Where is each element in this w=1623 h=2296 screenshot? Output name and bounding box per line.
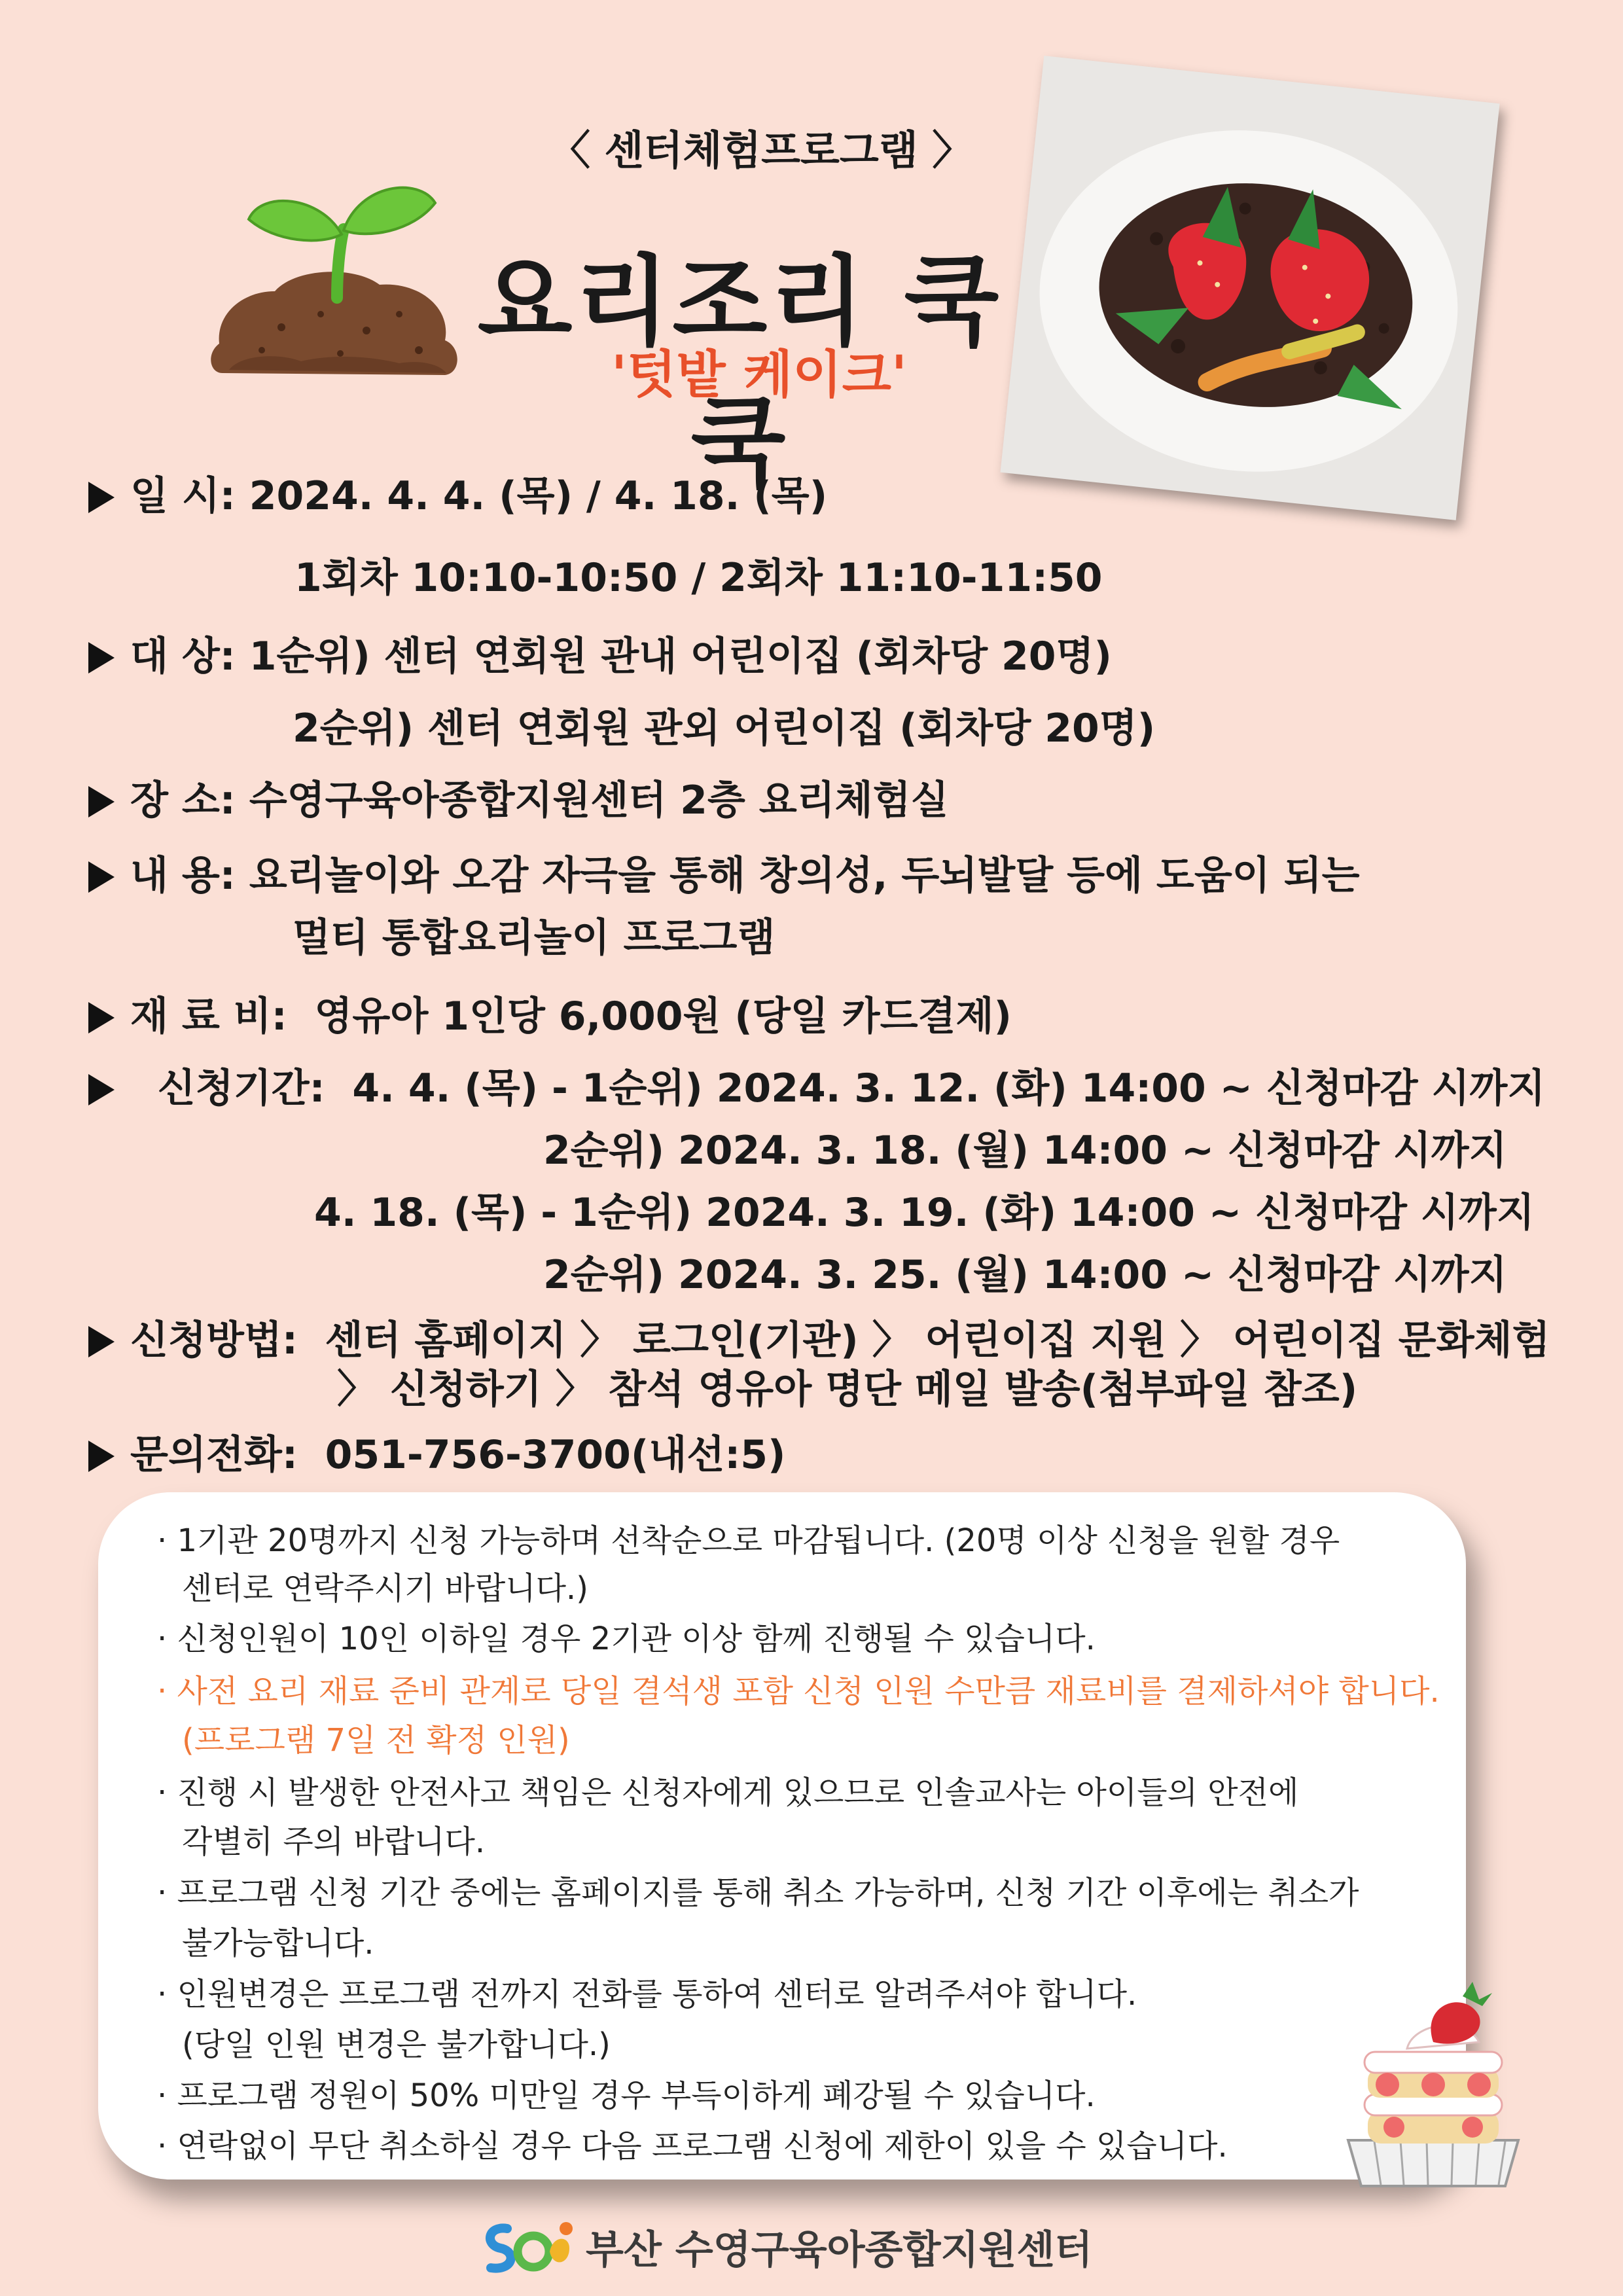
- notice-line: 불가능합니다.: [182, 1925, 374, 1962]
- time-value: 1회차 10:10-10:50 / 2회차 11:10-11:50: [294, 555, 1103, 601]
- fee-label: 재 료 비:: [130, 994, 287, 1039]
- notice-line: 센터로 연락주시기 바랍니다.): [182, 1570, 588, 1607]
- content-label: 내 용:: [130, 853, 236, 899]
- notice-line: · 진행 시 발생한 안전사고 책임은 신청자에게 있으므로 인솔교사는 아이들의 안전에: [157, 1774, 1299, 1811]
- target-label: 대 상:: [130, 634, 236, 679]
- notice-line: (당일 인원 변경은 불가합니다.): [182, 2026, 611, 2063]
- footer-org-name: 부산 수영구육아종합지원센터: [586, 2227, 1093, 2273]
- content-value-1: 요리놀이와 오감 자극을 통해 창의성, 두뇌발달 등에 도움이 되는: [249, 853, 1360, 899]
- notice-line-warning: · 사전 요리 재료 준비 관계로 당일 결석생 포함 신청 인원 수만큼 재료비를 결제하셔야 합니다.: [157, 1673, 1440, 1710]
- place-label: 장 소:: [130, 778, 236, 823]
- center-logo-icon: [471, 2215, 576, 2274]
- page-title: 요리조리 쿡쿡: [477, 245, 1002, 501]
- triangle-bullet-icon: [88, 1002, 115, 1033]
- content-row: [88, 844, 1360, 901]
- strawberry-cake-photo: [1000, 56, 1499, 520]
- place-value: 수영구육아종합지원센터 2층 요리체험실: [249, 778, 949, 823]
- period-row: [88, 1057, 1545, 1113]
- notice-line: · 1기관 20명까지 신청 가능하며 선착순으로 마감됩니다. (20명 이상 신청을 원할 경우: [157, 1522, 1340, 1559]
- method-value-1: 센터 홈페이지 〉 로그인(기관) 〉 어린이집 지원 〉 어린이집 문화체험: [325, 1318, 1550, 1363]
- date-row: [88, 465, 827, 521]
- triangle-bullet-icon: [88, 861, 115, 893]
- sprout-soil-icon: [203, 157, 478, 393]
- triangle-bullet-icon: [88, 786, 115, 817]
- method-row: [88, 1309, 1550, 1365]
- period-value-4: 2순위) 2024. 3. 25. (월) 14:00 ~ 신청마감 시까지: [543, 1252, 1507, 1298]
- period-value-1: 4. 4. (목) - 1순위) 2024. 3. 12. (화) 14:00 ~ 신청마감 시까지: [352, 1066, 1546, 1111]
- target-value-1: 1순위) 센터 연회원 관내 어린이집 (회차당 20명): [249, 634, 1112, 679]
- triangle-bullet-icon: [88, 1326, 115, 1357]
- phone-label: 문의전화:: [130, 1432, 298, 1478]
- notice-line-warning: (프로그램 7일 전 확정 인원): [182, 1722, 570, 1759]
- method-value-2: 〉 신청하기 〉 참석 영유아 명단 메일 발송(첨부파일 참조): [337, 1367, 1358, 1412]
- notice-line: · 프로그램 신청 기간 중에는 홈페이지를 통해 취소 가능하며, 신청 기간 이후에는 취소가: [157, 1874, 1359, 1911]
- content-value-2: 멀티 통합요리놀이 프로그램: [293, 915, 776, 961]
- phone-row: [88, 1424, 785, 1480]
- strawberry-shortcake-icon: [1322, 1977, 1544, 2199]
- date-label: 일 시:: [130, 473, 236, 519]
- triangle-bullet-icon: [88, 642, 115, 673]
- notice-line: · 인원변경은 프로그램 전까지 전화를 통하여 센터로 알려주셔야 합니다.: [157, 1976, 1137, 2013]
- notice-line: · 신청인원이 10인 이하일 경우 2기관 이상 함께 진행될 수 있습니다.: [157, 1621, 1096, 1657]
- triangle-bullet-icon: [88, 1074, 115, 1105]
- date-value: 2024. 4. 4. (목) / 4. 18. (목): [249, 473, 828, 519]
- place-row: [88, 769, 949, 825]
- triangle-bullet-icon: [88, 482, 115, 513]
- target-value-2: 2순위) 센터 연회원 관외 어린이집 (회차당 20명): [293, 706, 1156, 751]
- program-category: 〈 센터체험프로그램 〉: [550, 126, 973, 174]
- notice-line: · 연락없이 무단 취소하실 경우 다음 프로그램 신청에 제한이 있을 수 있습니다.: [157, 2128, 1228, 2164]
- fee-value: 영유아 1인당 6,000원 (당일 카드결제): [314, 994, 1012, 1039]
- program-subtitle: '텃밭 케이크': [611, 346, 907, 404]
- target-row: [88, 625, 1112, 681]
- notice-line: 각별히 주의 바랍니다.: [182, 1823, 486, 1860]
- period-value-2: 2순위) 2024. 3. 18. (월) 14:00 ~ 신청마감 시까지: [543, 1128, 1507, 1174]
- triangle-bullet-icon: [88, 1441, 115, 1472]
- notice-line: · 프로그램 정원이 50% 미만일 경우 부득이하게 폐강될 수 있습니다.: [157, 2077, 1096, 2114]
- method-label: 신청방법:: [130, 1318, 298, 1363]
- period-value-3: 4. 18. (목) - 1순위) 2024. 3. 19. (화) 14:00 ~ 신청마감 시까지: [314, 1190, 1535, 1236]
- period-label: 신청기간:: [157, 1066, 325, 1111]
- footer: [471, 2215, 1191, 2274]
- phone-value: 051-756-3700(내선:5): [325, 1432, 786, 1478]
- fee-row: [88, 985, 1012, 1041]
